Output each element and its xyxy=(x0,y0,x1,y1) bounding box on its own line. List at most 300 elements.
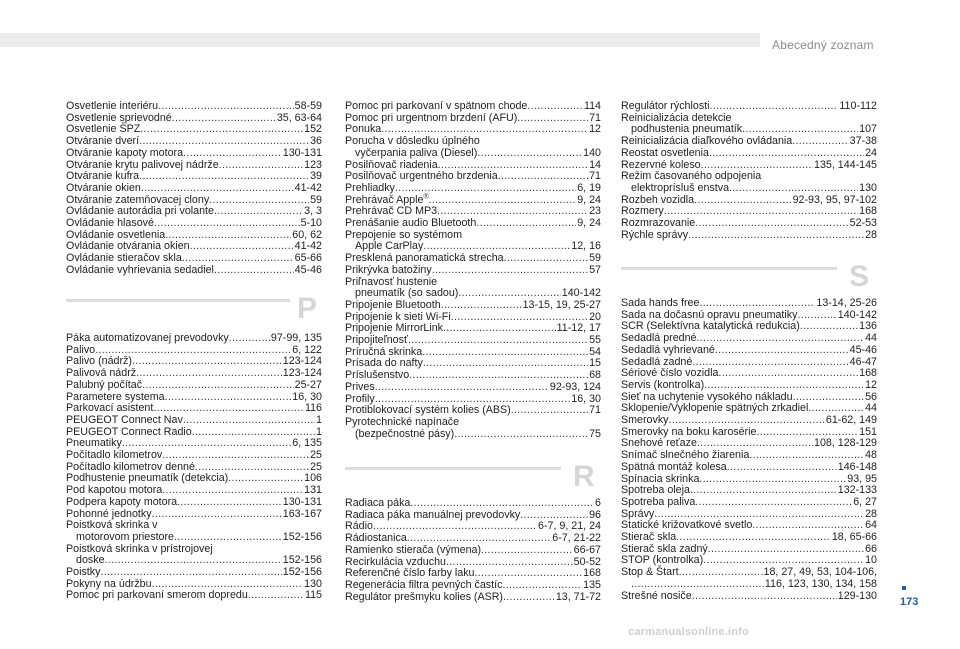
index-pages: 59 xyxy=(310,193,322,206)
index-pages: 41-42 xyxy=(294,181,322,194)
leader-dots xyxy=(209,195,309,207)
index-term: Palivová nádrž xyxy=(66,367,137,380)
leader-dots xyxy=(443,323,556,335)
index-pages: 107 xyxy=(859,123,877,136)
index-pages: 58-59 xyxy=(294,100,322,112)
index-term: Rádio xyxy=(345,520,373,533)
index-pages: 25-27 xyxy=(294,378,322,391)
index-pages: 45-46 xyxy=(849,343,877,356)
index-pages: 18, 65-66 xyxy=(831,531,877,544)
index-pages: 92-93, 95, 97-102 xyxy=(792,193,877,206)
index-pages: 50-52 xyxy=(573,555,601,568)
leader-dots xyxy=(172,113,276,125)
leader-dots xyxy=(792,136,848,148)
leader-dots xyxy=(154,218,300,230)
index-term: Podhustenie pneumatík (detekcia) xyxy=(66,472,229,485)
leader-dots xyxy=(694,195,792,207)
index-pages: 93, 95 xyxy=(847,472,877,485)
index-term: SCR (Selektívna katalytická redukcia) xyxy=(621,320,800,333)
index-term: Spínacia skrinka xyxy=(621,472,700,485)
index-pages: 71 xyxy=(589,111,601,124)
index-pages: 66-67 xyxy=(573,543,601,556)
index-pages: 71 xyxy=(589,170,601,183)
index-term: Prehliadky xyxy=(345,181,395,194)
index-pages: 35, 63-64 xyxy=(276,111,322,124)
index-pages: 110-112 xyxy=(839,100,877,112)
index-pages: 1 xyxy=(316,425,322,438)
index-pages: 25 xyxy=(310,449,322,462)
leader-dots xyxy=(408,335,588,347)
index-term: Pokyny na údržbu xyxy=(66,577,152,590)
index-pages: 132-133 xyxy=(837,484,877,497)
index-pages: 140 xyxy=(583,146,601,159)
index-column-b-r xyxy=(345,498,601,603)
leader-dots xyxy=(139,171,309,183)
index-pages: 108, 128-129 xyxy=(814,437,877,450)
index-pages: 23 xyxy=(589,205,601,218)
index-term: podhustenia pneumatík xyxy=(631,123,743,136)
index-term: Ovládanie stieračov skla xyxy=(66,252,182,265)
index-pages: 6-7, 9, 21, 24 xyxy=(538,520,601,533)
index-term: Otváranie kufra xyxy=(66,170,140,183)
index-pages: 135 xyxy=(583,578,601,591)
index-pages: 6, 135 xyxy=(292,437,322,450)
index-term: PEUGEOT Connect Radio xyxy=(66,425,192,438)
index-term: Ovládanie otvárania okien xyxy=(66,240,190,253)
index-term: Počítadlo kilometrov denné xyxy=(66,460,195,473)
index-pages: 13-15, 19, 25-27 xyxy=(522,298,601,311)
index-pages: 71 xyxy=(589,404,601,417)
leader-dots xyxy=(695,497,852,509)
index-term: vyčerpania paliva (Diesel) xyxy=(355,146,478,159)
header-bar xyxy=(0,33,760,47)
index-term: Pripojenie Bluetooth xyxy=(345,298,441,311)
index-pages: 6, 27 xyxy=(853,495,877,508)
leader-dots xyxy=(248,590,304,602)
index-pages: 130 xyxy=(304,577,322,590)
index-entry-heading: Poistková skrinka v prístrojovej xyxy=(66,542,213,555)
index-pages: 123-124 xyxy=(282,367,322,380)
index-pages: 97-99, 135 xyxy=(270,332,322,344)
leader-dots xyxy=(679,567,763,579)
index-pages: 9, 24 xyxy=(577,217,601,230)
index-term: Stop & Štart xyxy=(621,566,679,579)
index-pages: 57 xyxy=(589,263,601,276)
index-term: Sedadlá vyhrievané xyxy=(621,343,715,356)
index-pages: 45-46 xyxy=(294,263,322,276)
index-pages: 52-53 xyxy=(849,217,877,230)
leader-dots xyxy=(708,544,864,556)
index-pages: 24 xyxy=(865,146,877,159)
index-pages: 116, 123, 130, 134, 158 xyxy=(764,577,877,590)
index-term: Pohonné jednotky xyxy=(66,507,152,520)
leader-dots xyxy=(477,148,582,160)
index-pages: 152-156 xyxy=(282,566,322,579)
index-term: Radiaca páka xyxy=(345,497,411,509)
index-entry xyxy=(621,101,877,113)
index-entry xyxy=(66,333,322,345)
index-pages: 64 xyxy=(865,519,877,532)
index-pages: 54 xyxy=(589,345,601,358)
index-term: Reinicializácia diaľkového ovládania xyxy=(621,135,793,148)
index-pages: 115 xyxy=(304,589,322,602)
index-entry-heading: Reinicializácia detekcie xyxy=(621,111,732,124)
index-term: Regulátor rýchlosti xyxy=(621,100,710,112)
index-term: Apple CarPlay xyxy=(355,240,424,253)
leader-dots xyxy=(190,241,294,253)
index-term: Strešné nosiče xyxy=(621,589,692,602)
page-marker-dot xyxy=(902,586,906,590)
index-term: Rezervné koleso xyxy=(621,158,701,171)
index-term: Osvetlenie interiéru xyxy=(66,100,159,112)
index-pages: 140-142 xyxy=(837,308,877,321)
index-pages: 65-66 xyxy=(294,252,322,265)
index-term: Páka automatizovanej prevodovky xyxy=(66,332,229,344)
index-term: doske xyxy=(76,554,105,567)
index-term: (bezpečnostné pásy) xyxy=(355,427,455,440)
index-pages: 135, 144-145 xyxy=(814,158,877,171)
index-term: Otváranie kapoty motora xyxy=(66,146,184,159)
index-pages: 116 xyxy=(304,402,322,415)
index-term: Pneumatiky xyxy=(66,437,122,450)
index-pages: 10 xyxy=(865,554,877,567)
index-term: Správy xyxy=(621,507,655,520)
index-pages: 96 xyxy=(589,508,601,521)
leader-dots xyxy=(429,195,577,207)
index-term: Ovládanie hlasové xyxy=(66,217,154,230)
index-entry-heading: Poistková skrinka v xyxy=(66,519,158,532)
index-column-a-p xyxy=(66,333,322,602)
index-pages: 5-10 xyxy=(300,217,322,230)
index-term: Posilňovač urgentného brzdenia xyxy=(345,170,498,183)
leader-dots xyxy=(696,333,864,345)
index-pages: 168 xyxy=(859,367,877,380)
index-pages: 151 xyxy=(859,425,877,438)
leader-dots xyxy=(132,356,282,368)
index-term: Stierač skla zadný xyxy=(621,542,708,555)
index-term: Smerovky xyxy=(621,414,669,427)
index-term: Stierač skla xyxy=(621,531,677,544)
leader-dots xyxy=(375,382,549,394)
index-column-c-s xyxy=(621,298,877,602)
index-term: Profily xyxy=(345,392,375,405)
leader-dots xyxy=(174,532,282,544)
index-pages: 18, 27, 49, 53, 104-106, xyxy=(763,566,877,579)
index-column-c-r xyxy=(621,101,877,241)
index-column-b-p xyxy=(345,101,601,440)
index-term: pneumatík (so sadou) xyxy=(355,287,459,300)
index-pages: 13, 71-72 xyxy=(555,590,601,603)
index-term: Pod kapotou motora xyxy=(66,484,163,497)
index-entry xyxy=(345,265,601,277)
index-term: Príručná skrinka xyxy=(345,345,423,358)
index-pages: 9, 24 xyxy=(577,193,601,206)
index-pages: 136 xyxy=(859,320,877,333)
leader-dots xyxy=(454,429,588,441)
leader-dots xyxy=(527,101,583,113)
index-term: motorovom priestore xyxy=(76,530,175,543)
index-term: Spotreba oleja xyxy=(621,484,690,497)
index-pages: 68 xyxy=(589,369,601,382)
leader-dots xyxy=(498,171,588,183)
index-pages: 41-42 xyxy=(294,240,322,253)
index-pages: 44 xyxy=(865,402,877,415)
index-term: Protiblokovací systém kolies (ABS) xyxy=(345,404,511,417)
section-divider-p xyxy=(66,299,290,302)
leader-dots xyxy=(718,368,858,380)
index-term: STOP (kontrolka) xyxy=(621,554,704,567)
index-entry xyxy=(345,592,601,604)
leader-dots xyxy=(441,300,522,312)
index-pages: 130-131 xyxy=(282,495,322,508)
index-pages: 59 xyxy=(589,252,601,265)
index-term: Sedadlá predné xyxy=(621,332,697,345)
index-term: Snímač slnečného žiarenia xyxy=(621,449,750,462)
index-pages: 60, 62 xyxy=(292,228,322,241)
leader-dots xyxy=(476,218,576,230)
leader-dots xyxy=(511,405,588,417)
leader-dots xyxy=(152,509,282,521)
index-pages: 46-47 xyxy=(849,355,877,368)
index-pages: 44 xyxy=(865,332,877,345)
index-pages: 14 xyxy=(589,158,601,171)
index-term: Ovládanie vyhrievania sedadiel xyxy=(66,263,214,276)
leader-dots xyxy=(692,591,837,603)
index-entry xyxy=(621,591,877,603)
index-entry xyxy=(345,218,601,230)
index-column-a-top xyxy=(66,101,322,277)
index-term: Počítadlo kilometrov xyxy=(66,449,163,462)
index-term: Sklopenie/Vyklopenie spätných zrkadiel xyxy=(621,402,809,415)
index-term: Sieť na uchytenie vysokého nákladu xyxy=(621,390,793,403)
index-pages: 39 xyxy=(310,170,322,183)
index-pages: 106 xyxy=(304,472,322,485)
index-pages: 152-156 xyxy=(282,530,322,543)
index-entry-heading: Pyrotechnické napínače xyxy=(345,415,460,428)
index-entry xyxy=(66,532,322,544)
index-term: Pomoc pri parkovaní v spätnom chode xyxy=(345,100,528,112)
index-pages: 37-38 xyxy=(849,135,877,148)
index-pages: 6 xyxy=(595,497,601,509)
index-term: Pripojenie MirrorLink xyxy=(345,322,444,335)
leader-dots xyxy=(695,218,848,230)
index-term: elektroprísluš enstva xyxy=(631,181,730,194)
index-term: Sada hands free xyxy=(621,297,700,309)
index-term: Prives xyxy=(345,380,375,393)
section-letter-p: P xyxy=(297,292,318,325)
index-term: Sériové číslo vozidla xyxy=(621,367,719,380)
index-term: Prísada do nafty xyxy=(345,357,423,370)
index-term: Ponuka xyxy=(345,123,382,136)
index-pages: 130-131 xyxy=(282,146,322,159)
index-pages: 56 xyxy=(865,390,877,403)
index-term: Rádiostanica xyxy=(345,532,407,545)
leader-dots xyxy=(709,148,864,160)
index-term: Otváranie dverí xyxy=(66,135,140,148)
section-letter-s: S xyxy=(849,260,870,293)
index-pages: 55 xyxy=(589,334,601,347)
index-pages: 152-156 xyxy=(282,554,322,567)
leader-dots xyxy=(729,183,858,195)
index-entry-heading: Priľnavosť hustenie xyxy=(345,275,438,288)
index-pages: 3, 3 xyxy=(304,205,322,218)
index-term: Prenášanie audio Bluetooth xyxy=(345,217,477,230)
index-term: Ramienko stierača (výmena) xyxy=(345,543,482,556)
index-term: Rozbeh vozidla xyxy=(621,193,695,206)
index-term: Pripojiteľnosť xyxy=(345,334,408,347)
index-pages: 25 xyxy=(310,460,322,473)
index-pages: 146-148 xyxy=(837,460,877,473)
leader-dots xyxy=(688,230,864,242)
page-number: 173 xyxy=(900,596,919,608)
registered-mark: ® xyxy=(423,193,429,201)
index-pages: 12 xyxy=(589,123,601,136)
index-term: Podpera kapoty motora xyxy=(66,495,178,508)
index-term: Spotreba paliva xyxy=(621,495,696,508)
leader-dots xyxy=(423,358,588,370)
section-divider-r xyxy=(345,467,561,470)
index-pages: 123 xyxy=(304,158,322,171)
index-entry-heading: Porucha v dôsledku úplného xyxy=(345,135,480,148)
index-entry xyxy=(621,230,877,242)
index-entry-heading: Režim časovaného odpojenia xyxy=(621,170,762,183)
section-divider-s xyxy=(621,267,837,270)
index-term: Prehrávač Apple® xyxy=(345,193,429,206)
index-pages: 36 xyxy=(310,135,322,148)
index-pages: 61-62, 149 xyxy=(825,414,877,427)
index-pages: 12 xyxy=(865,378,877,391)
index-entry-heading: Prepojenie so systémom xyxy=(345,228,463,241)
index-term: Radiaca páka manuálnej prevodovky xyxy=(345,508,521,521)
leader-dots xyxy=(422,347,588,359)
index-term: Posilňovač riadenia xyxy=(345,158,438,171)
index-pages: 130 xyxy=(859,181,877,194)
index-term: PEUGEOT Connect Nav xyxy=(66,413,183,426)
index-pages: 66 xyxy=(865,542,877,555)
index-pages: 20 xyxy=(589,310,601,323)
index-term: Regulátor prešmyku kolies (ASR) xyxy=(345,590,503,603)
index-term: Osvetlenie ŠPZ xyxy=(66,123,141,136)
leader-dots xyxy=(105,555,282,567)
index-pages: 11-12, 17 xyxy=(556,322,601,335)
index-term: Recirkulácia vzduchu xyxy=(345,555,446,568)
index-pages: 1 xyxy=(316,413,322,426)
index-term: Rozmrazovanie xyxy=(621,217,696,230)
index-pages: 131 xyxy=(304,484,322,497)
index-pages: 123-124 xyxy=(282,355,322,368)
index-term: Prehrávač CD MP3 xyxy=(345,205,438,218)
index-term: Sedadlá zadné xyxy=(621,355,693,368)
index-term: Presklená panoramatická strecha xyxy=(345,252,504,265)
page-header-title: Abecedný zoznam xyxy=(772,38,874,52)
leader-dots xyxy=(177,497,282,509)
index-term: Otváranie okien xyxy=(66,181,141,194)
leader-dots xyxy=(432,265,588,277)
leader-dots xyxy=(214,206,303,218)
index-term: Otváranie krytu palivovej nádrže xyxy=(66,158,219,171)
index-term: Parkovací asistent xyxy=(66,402,154,415)
index-term: Referenčné číslo farby laku xyxy=(345,567,475,580)
watermark: carmanualsonline.info xyxy=(628,626,749,638)
index-entry xyxy=(345,382,601,394)
index-pages: 168 xyxy=(859,205,877,218)
index-pages: 152 xyxy=(304,123,322,136)
leader-dots xyxy=(158,101,294,113)
index-term: Regenerácia filtra pevných častíc xyxy=(345,578,503,591)
leader-dots xyxy=(136,368,282,380)
leader-dots xyxy=(481,545,573,557)
index-pages: 163-167 xyxy=(282,507,322,520)
leader-dots xyxy=(219,160,303,172)
index-pages: 13-14, 25-26 xyxy=(816,297,877,309)
index-pages: 16, 30 xyxy=(292,390,322,403)
index-term: Palivo (nádrž) xyxy=(66,355,132,368)
index-term: Osvetlenie sprievodné xyxy=(66,111,172,124)
leader-dots xyxy=(699,474,846,486)
index-pages: 140-142 xyxy=(561,287,601,300)
index-term: Rýchle správy xyxy=(621,228,689,241)
index-term: Palubný počítač xyxy=(66,378,143,391)
index-term: Poistky xyxy=(66,566,101,579)
index-pages: 28 xyxy=(865,507,877,520)
index-pages: 15 xyxy=(589,357,601,370)
index-term: Pripojenie k sieti Wi-Fi xyxy=(345,310,451,323)
index-pages: 75 xyxy=(589,427,601,440)
index-term: Spätná montáž kolesa xyxy=(621,460,727,473)
index-term: Sada na dočasnú opravu pneumatiky xyxy=(621,308,798,321)
index-pages: 6-7, 21-22 xyxy=(552,532,601,545)
index-term: Prikrývka batožiny xyxy=(345,263,432,276)
index-pages: 48 xyxy=(865,449,877,462)
leader-dots xyxy=(727,462,837,474)
leader-dots xyxy=(715,345,849,357)
index-entry xyxy=(345,429,601,441)
leader-dots xyxy=(797,310,836,322)
leader-dots xyxy=(800,321,858,333)
index-entry xyxy=(621,497,877,509)
leader-dots xyxy=(690,485,837,497)
index-term: Pomoc pri parkovaní smerom dopredu xyxy=(66,589,248,602)
index-entry xyxy=(66,590,322,602)
index-entry xyxy=(345,113,601,125)
index-term: Servis (kontrolka) xyxy=(621,378,705,391)
index-term: Príslušenstvo xyxy=(345,369,410,382)
index-pages: 12, 16 xyxy=(571,240,601,253)
section-letter-r: R xyxy=(573,460,595,493)
leader-dots xyxy=(183,415,315,427)
index-term: Ovládanie autorádia pri volante xyxy=(66,205,214,218)
leader-dots xyxy=(140,124,303,136)
index-pages: 92-93, 124 xyxy=(549,380,601,393)
index-term: Palivo xyxy=(66,343,96,356)
index-term: Pomoc pri urgentnom brzdení (AFU) xyxy=(345,111,518,124)
index-term: Snehové reťaze xyxy=(621,437,697,450)
leader-dots xyxy=(228,473,303,485)
index-pages: 16, 30 xyxy=(571,392,601,405)
leader-dots xyxy=(142,380,294,392)
index-pages: 129-130 xyxy=(837,589,877,602)
index-term: Reostat osvetlenia xyxy=(621,146,709,159)
leader-dots xyxy=(165,392,292,404)
index-pages: 6, 122 xyxy=(292,343,322,356)
index-term: Parametere systema xyxy=(66,390,165,403)
index-entry xyxy=(66,265,322,277)
leader-dots xyxy=(710,101,839,113)
leader-dots xyxy=(504,253,588,265)
index-pages: 6, 19 xyxy=(577,181,601,194)
index-pages: 168 xyxy=(583,567,601,580)
leader-dots xyxy=(229,333,270,345)
